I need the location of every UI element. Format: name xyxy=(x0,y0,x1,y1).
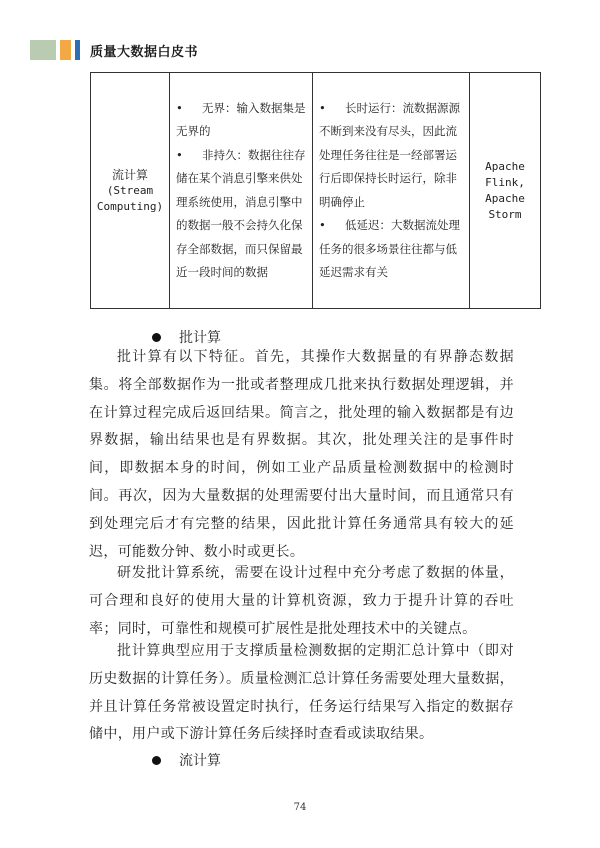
feature-item xyxy=(176,97,306,144)
characteristic-item xyxy=(319,214,463,285)
tool-line: Flink, xyxy=(485,175,525,189)
tool-line: Storm xyxy=(488,207,522,221)
characteristic-text: 长时运行：流数据源源不断到来没有尽头，因此流处理任务往往是一经部署运行后即保持长时运行，除非明确停止 xyxy=(319,100,460,209)
bullet-glyph: • xyxy=(319,218,326,232)
comparison-table xyxy=(90,72,541,309)
name-cn: 流计算 xyxy=(111,167,148,182)
paragraph-batch-design: 研发批计算系统，需要在设计过程中充分考虑了数据的体量，可合理和良好的使用大量的计算机资源，致力于提升计算的吞吐率；同时，可靠性和规模可扩展性是批处理技术中的关键点。 xyxy=(89,565,514,637)
section-title: 批计算 xyxy=(179,330,221,346)
bullet-glyph: • xyxy=(176,147,183,162)
bullet-glyph: • xyxy=(319,100,326,115)
name-en-line2: Computing) xyxy=(96,199,164,213)
section-title: 流计算 xyxy=(179,753,221,769)
table-cell-name xyxy=(91,73,170,309)
tool-line: Apache xyxy=(485,191,525,205)
bullet-dot-icon xyxy=(152,333,161,342)
characteristic-item xyxy=(319,97,463,215)
feature-text: 无界：输入数据集是无界的 xyxy=(176,100,306,138)
section-heading-stream xyxy=(152,750,221,770)
table-cell-characteristics xyxy=(313,73,470,309)
page-header xyxy=(30,38,198,62)
table-row xyxy=(91,73,541,309)
header-block-green xyxy=(30,40,56,60)
characteristic-text: 低延迟：大数据流处理任务的很多场景往往都与低延迟需求有关 xyxy=(319,218,460,279)
page-number: 74 xyxy=(293,802,307,813)
header-title: 质量大数据白皮书 xyxy=(90,44,199,60)
header-block-blue xyxy=(75,40,80,60)
feature-text: 非持久：数据往往存储在某个消息引擎来供处理系统使用，消息引擎中的数据一般不会持久化保存全部数据，而只保留最近一段时间的数据 xyxy=(176,147,306,279)
paragraph-batch-application: 批计算典型应用于支撑质量检测数据的定期汇总计算中（即对历史数据的计算任务）。质量检测汇总计算任务需要处理大量数据，并且计算任务常被设置定时执行，任务运行结果写入指定的数据存储中，用户或下游计算任务后续择时查看或读取结果。 xyxy=(89,643,514,743)
bullet-dot-icon xyxy=(152,756,161,765)
feature-item xyxy=(176,144,306,285)
header-block-orange xyxy=(60,40,71,60)
name-en-line1: (Stream xyxy=(106,183,154,197)
paragraph-batch-features: 批计算有以下特征。首先，其操作大数据量的有界静态数据集。将全部数据作为一批或者整理成几批来执行数据处理逻辑，并在计算过程完成后返回结果。简言之，批处理的输入数据都是有边界数据，输出结果也是有界数据。其次，批处理关注的是事件时间，即数据本身的时间，例如工业产品质量检测数据中的检测时间。再次，因为大量数据的处理需要付出大量时间，而且通常只有到处理完后才有完整的结果，因此批计算任务通常具有较大的延迟，可能数分钟、数小时或更长。 xyxy=(89,349,514,560)
bullet-glyph: • xyxy=(176,100,183,115)
tool-line: Apache xyxy=(485,159,525,173)
table-cell-tools xyxy=(470,73,541,309)
table-cell-features xyxy=(170,73,313,309)
